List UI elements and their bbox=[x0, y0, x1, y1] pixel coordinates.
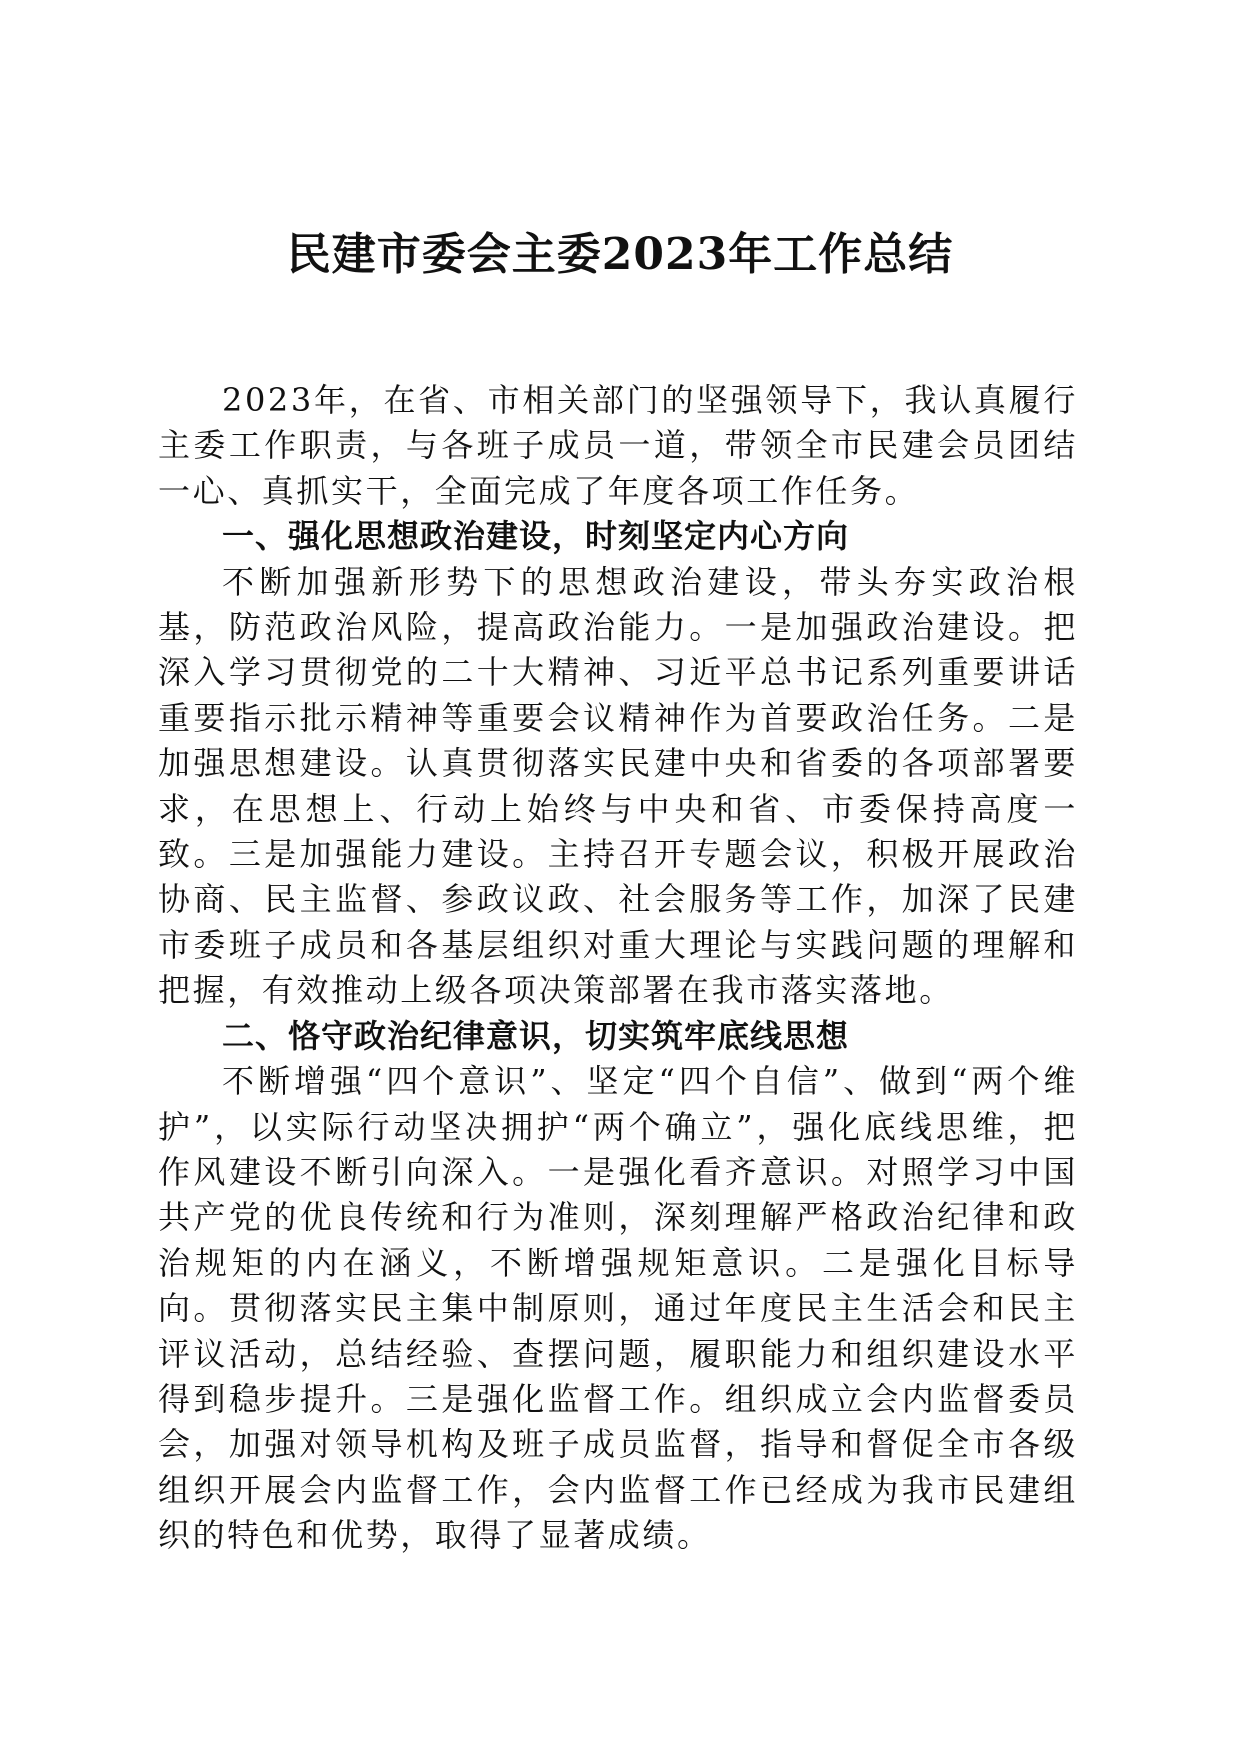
intro-paragraph: 2023年，在省、市相关部门的坚强领导下，我认真履行主委工作职责，与各班子成员一道，带领全市民建会员团结一心、真抓实干，全面完成了年度各项工作任务。 bbox=[158, 381, 1078, 510]
section-1-heading: 一、强化思想政治建设，时刻坚定内心方向 bbox=[222, 517, 850, 556]
section-2-paragraph: 不断增强“四个意识”、坚定“四个自信”、做到“两个维护”，以实际行动坚决拥护“两个确立”，强化底线思维，把作风建设不断引向深入。一是强化看齐意识。对照学习中国共产党的优良传统和行为准则，深刻理解严格政治纪律和政治规矩的内在涵义，不断增强规矩意识。二是强化目标导向。贯彻落实民主集中制原则，通过年度民主生活会和民主评议活动，总结经验、查摆问题，履职能力和组织建设水平得到稳步提升。三是强化监督工作。组织成立会内监督委员会，加强对领导机构及班子成员监督，指导和督促全市各级组织开展会内监督工作，会内监督工作已经成为我市民建组织的特色和优势，取得了显著成绩。 bbox=[158, 1062, 1078, 1555]
document-title: 民建市委会主委2023年工作总结 bbox=[286, 229, 954, 280]
section-1-paragraph: 不断加强新形势下的思想政治建设，带头夯实政治根基，防范政治风险，提高政治能力。一是加强政治建设。把深入学习贯彻党的二十大精神、习近平总书记系列重要讲话重要指示批示精神等重要会议精神作为首要政治任务。二是加强思想建设。认真贯彻落实民建中央和省委的各项部署要求，在思想上、行动上始终与中央和省、市委保持高度一致。三是加强能力建设。主持召开专题会议，积极开展政治协商、民主监督、参政议政、社会服务等工作，加深了民建市委班子成员和各基层组织对重大理论与实践问题的理解和把握，有效推动上级各项决策部署在我市落实落地。 bbox=[158, 562, 1078, 1010]
document-body bbox=[158, 378, 1078, 1559]
section-2-heading: 二、恪守政治纪律意识，切实筑牢底线思想 bbox=[222, 1016, 850, 1055]
